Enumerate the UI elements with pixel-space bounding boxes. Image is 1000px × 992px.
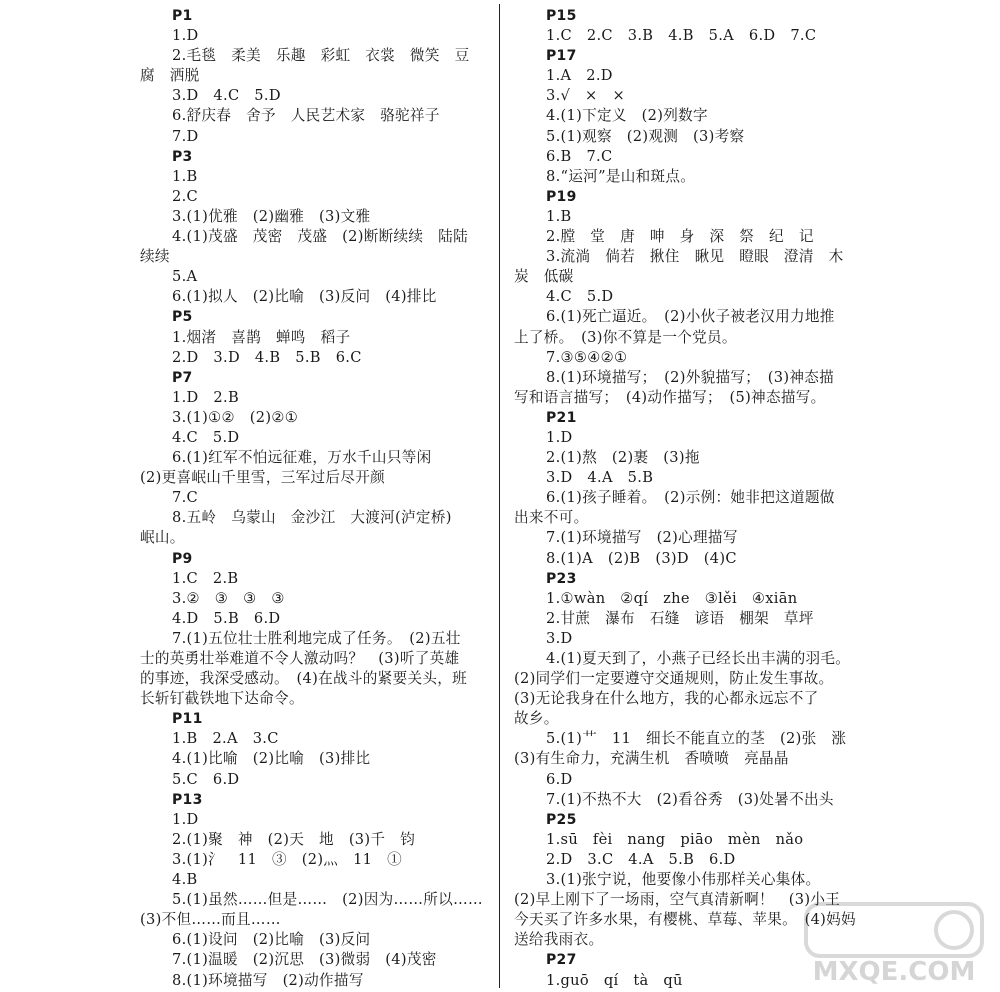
- answer-line: 7.(1)不热不大 (2)看谷秀 (3)处暑不出头: [546, 790, 834, 808]
- answer-line: 7.C: [172, 489, 198, 507]
- page-heading: P7: [172, 369, 193, 386]
- answer-line: 2.D 3.C 4.A 5.B 6.D: [546, 850, 736, 868]
- answer-line: 写和语言描写； (4)动作描写； (5)神态描写。: [514, 388, 826, 406]
- answer-line: 3.D 4.A 5.B: [546, 469, 654, 487]
- answer-line: 3.(1)张宁说，他要像小伟那样关心集体。: [546, 871, 821, 889]
- answer-line: 7.(1)五位壮士胜利地完成了任务。 (2)五壮: [172, 629, 461, 647]
- answer-line: 1.C 2.B: [172, 569, 239, 587]
- answer-line: 8.五岭 乌蒙山 金沙江 大渡河(泸定桥): [172, 509, 452, 527]
- answer-line: 1.B: [546, 207, 572, 225]
- right-answer-column: [514, 6, 864, 991]
- answer-line: 8.(1)环境描写； (2)外貌描写； (3)神态描: [546, 368, 835, 386]
- answer-line: 1.①wàn ②qí zhe ③lěi ④xiān: [546, 589, 798, 607]
- answer-line: 2.膛 堂 唐 呻 身 深 祭 纪 记: [546, 228, 814, 246]
- page-heading: P15: [546, 8, 577, 24]
- answer-line: 今天买了许多水果，有樱桃、草莓、苹果。 (4)妈妈: [514, 911, 856, 929]
- answer-line: 炭 低碳: [514, 268, 574, 286]
- answer-line: 上了桥。 (3)你不算是一个党员。: [514, 328, 737, 346]
- answer-line: 6.(1)红军不怕远征难，万水千山只等闲: [172, 449, 432, 467]
- answer-line: 3.(1)氵 11 ③ (2)灬 11 ①: [172, 850, 403, 868]
- answer-line: 6.(1)死亡逼近。 (2)小伙子被老汉用力地推: [546, 308, 835, 326]
- answer-line: 4.(1)茂盛 茂密 茂盛 (2)断断续续 陆陆: [172, 228, 468, 246]
- answer-line: 2.(1)聚 神 (2)天 地 (3)千 钧: [172, 830, 416, 848]
- answer-line: 故乡。: [514, 710, 559, 728]
- answer-line: 送给我雨衣。: [514, 931, 604, 949]
- answer-line: 3.D 4.C 5.D: [172, 87, 281, 105]
- answer-line: 2.(1)熬 (2)裹 (3)拖: [546, 449, 700, 467]
- answer-line: (2)同学们一定要遵守交通规则，防止发生事故。: [514, 670, 834, 688]
- page-heading: P9: [172, 550, 193, 567]
- answer-line: (2)更喜岷山千里雪，三军过后尽开颜: [140, 469, 385, 487]
- answer-line: (3)无论我身在什么地方，我的心都永远忘不了: [514, 690, 819, 708]
- answer-line: 1.guō qí tà qū: [546, 971, 683, 989]
- answer-line: 6.(1)拟人 (2)比喻 (3)反问 (4)排比: [172, 288, 437, 306]
- answer-line: 6.B 7.C: [546, 147, 613, 165]
- page-heading: P25: [546, 811, 577, 828]
- answer-line: 2.甘蔗 瀑布 石缝 谚语 棚架 草坪: [546, 609, 814, 627]
- answer-line: 的事迹，我深受感动。 (4)在战斗的紧要关头，班: [140, 670, 468, 688]
- answer-line: 3.(1)①② (2)②①: [172, 408, 299, 426]
- answer-line: 6.舒庆春 舍予 人民艺术家 骆驼祥子: [172, 107, 440, 125]
- answer-line: 7.(1)温暖 (2)沉思 (3)微弱 (4)茂密: [172, 951, 437, 969]
- answer-line: 出来不可。: [514, 509, 589, 527]
- answer-line: 6.D: [546, 770, 573, 788]
- page-heading: P3: [172, 148, 193, 165]
- page-heading: P5: [172, 309, 193, 326]
- answer-line: 4.(1)夏天到了，小燕子已经长出丰满的羽毛。: [546, 650, 851, 667]
- answer-line: 1.B: [172, 167, 198, 185]
- answer-line: 8.(1)A (2)B (3)D (4)C: [546, 549, 737, 567]
- answer-line: 1.D 2.B: [172, 388, 239, 406]
- answer-line: 5.C 6.D: [172, 770, 240, 788]
- answer-line: 1.C 2.C 3.B 4.B 5.A 6.D 7.C: [546, 27, 817, 45]
- answer-line: 5.(1)观察 (2)观测 (3)考察: [546, 127, 745, 145]
- page-heading: P13: [172, 791, 203, 808]
- answer-line: 7.(1)环境描写 (2)心理描写: [546, 529, 738, 547]
- answer-line: 2.D 3.D 4.B 5.B 6.C: [172, 348, 362, 366]
- answer-line: 士的英勇壮举难道不令人激动吗？ (3)听了英雄: [140, 650, 460, 667]
- answer-line: 1.烟渚 喜鹊 蝉鸣 稻子: [172, 328, 351, 346]
- left-answer-column: [140, 6, 492, 991]
- answer-line: 5.A: [172, 268, 198, 286]
- answer-line: (3)不但……而且……: [140, 911, 281, 929]
- page-heading: P11: [172, 711, 203, 728]
- answer-line: 2.C: [172, 187, 198, 205]
- answer-line: 1.D: [172, 810, 199, 828]
- answer-line: 岷山。: [140, 529, 185, 547]
- answer-line: (3)有生命力，充满生机 香喷喷 亮晶晶: [514, 750, 789, 768]
- answer-line: 7.③⑤④②①: [546, 348, 628, 366]
- answer-line: 1.sū fèi nang piāo mèn nǎo: [546, 830, 804, 848]
- page-heading: P17: [546, 48, 577, 65]
- answer-line: 4.D 5.B 6.D: [172, 609, 281, 627]
- answer-line: 6.(1)孩子睡着。 (2)示例：她非把这道题做: [546, 489, 835, 507]
- page-heading: P19: [546, 188, 577, 205]
- answer-line: 8.“运河”是山和斑点。: [546, 167, 696, 185]
- answer-line: 3.(1)优雅 (2)幽雅 (3)文雅: [172, 207, 371, 225]
- answer-line: 6.(1)设问 (2)比喻 (3)反问: [172, 931, 371, 949]
- answer-line: 7.D: [172, 127, 199, 145]
- answer-line: 8.(1)环境描写 (2)动作描写: [172, 971, 364, 989]
- answer-line: 2.毛毯 柔美 乐趣 彩虹 衣裳 微笑 豆: [172, 47, 470, 65]
- watermark-text: MXQE.COM: [812, 957, 976, 986]
- column-divider: [499, 4, 500, 988]
- answer-line: 4.C 5.D: [546, 288, 614, 306]
- answer-line: 长斩钉截铁地下达命令。: [140, 690, 304, 708]
- page-heading: P27: [546, 952, 577, 969]
- answer-line: 3.D: [546, 629, 573, 647]
- answer-line: 腐 洒脱: [140, 67, 200, 85]
- answer-line: 5.(1)艹 11 细长不能直立的茎 (2)张 涨: [546, 730, 847, 748]
- page-heading: P23: [546, 570, 577, 587]
- answer-line: 5.(1)虽然……但是…… (2)因为……所以……: [172, 891, 483, 909]
- answer-line: 4.B: [172, 871, 198, 889]
- page-heading: P21: [546, 409, 577, 426]
- answer-line: 1.D: [172, 27, 199, 45]
- answer-line: 3.② ③ ③ ③: [172, 589, 285, 607]
- answer-line: (2)早上刚下了一场雨，空气真清新啊！ (3)小王: [514, 891, 841, 909]
- answer-line: 4.(1)比喻 (2)比喻 (3)排比: [172, 750, 371, 768]
- answer-line: 4.C 5.D: [172, 428, 240, 446]
- answer-line: 3.流淌 倘若 揪住 瞅见 瞪眼 澄清 木: [546, 248, 844, 266]
- answer-line: 3.√ × ×: [546, 87, 625, 105]
- answer-line: 1.D: [546, 428, 573, 446]
- answer-line: 1.A 2.D: [546, 67, 613, 85]
- page-heading: P1: [172, 8, 193, 24]
- answer-line: 4.(1)下定义 (2)列数字: [546, 107, 708, 125]
- answer-line: 续续: [140, 248, 170, 266]
- answer-line: 1.B 2.A 3.C: [172, 730, 279, 748]
- site-watermark: [804, 900, 984, 986]
